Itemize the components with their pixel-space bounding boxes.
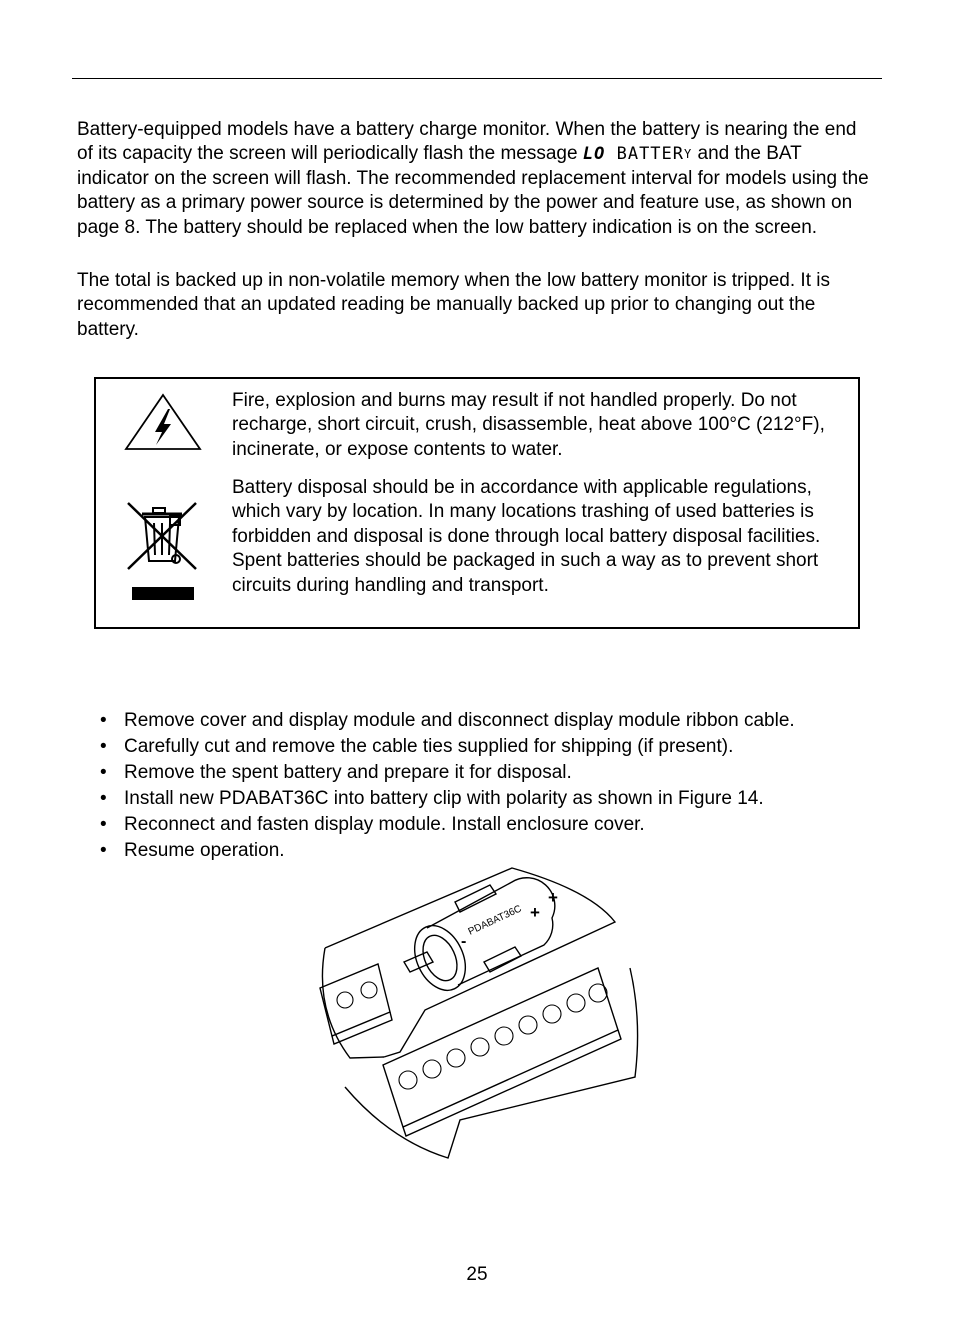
lcd-batter: BATTER — [616, 144, 685, 165]
battery-body — [427, 878, 555, 985]
step-text: Remove cover and display module and disconnect display module ribbon cable. — [124, 710, 795, 731]
terminal-screw — [337, 992, 353, 1008]
paragraph-text-end: and the BAT indicator on the screen will flash. The recommended replacement interval for models using the battery as a primary power source is determined by the power and feature use, as shown on page 8. The battery should be replaced when the low battery indication is on the screen. — [77, 143, 869, 238]
hazard-text: Fire, explosion and burns may result if not handled properly. Do not recharge, short circuit, crush, disassemble, heat above 100°C (212°F), incinerate, or expose contents to water. — [232, 390, 825, 460]
terminal-screws — [337, 982, 607, 1089]
list-item — [100, 708, 795, 734]
terminal-block-large — [383, 968, 618, 1127]
weee-crossed-bin-icon — [124, 499, 204, 605]
terminal-screw — [567, 994, 585, 1012]
board-plus-sign: + — [548, 888, 558, 907]
bullet-glyph: • — [100, 840, 107, 861]
header-rule — [72, 78, 882, 79]
board-outline-top — [325, 868, 615, 1057]
terminal-screw — [519, 1016, 537, 1034]
high-voltage-warning-icon — [124, 393, 202, 451]
bullet-glyph: • — [100, 814, 107, 835]
bullet-glyph: • — [100, 736, 107, 757]
bullet-glyph: • — [100, 762, 107, 783]
battery-end-cap — [405, 917, 475, 998]
board-outline-left — [322, 948, 384, 1058]
terminal-screw — [399, 1071, 417, 1089]
battery-minus-sign: - — [461, 933, 467, 950]
terminal-block-large-side — [403, 1030, 621, 1136]
list-item — [100, 786, 795, 812]
backup-paragraph: The total is backed up in non-volatile memory when the low battery monitor is tripped. It is recommended that an updated reading be manually backed up prior to changing out the battery. — [77, 270, 830, 340]
lcd-message — [583, 144, 692, 164]
terminal-screw — [495, 1027, 513, 1045]
step-text: Install new PDABAT36C into battery clip with polarity as shown in Figure 14. — [124, 788, 764, 809]
list-item — [100, 838, 795, 864]
terminal-screw — [589, 984, 607, 1002]
terminal-screw — [423, 1060, 441, 1078]
battery-monitor-paragraph — [77, 118, 877, 240]
terminal-block-small-side — [332, 1012, 392, 1044]
terminal-screw — [447, 1049, 465, 1067]
warning-box — [94, 377, 860, 629]
step-text: Carefully cut and remove the cable ties supplied for shipping (if present). — [124, 736, 734, 757]
terminal-screw — [543, 1005, 561, 1023]
battery-label: PDABAT36C — [466, 903, 524, 938]
battery-installation-figure — [300, 862, 650, 1162]
lcd-y: Y — [684, 147, 693, 162]
paragraph-text-start: Battery-equipped models have a battery charge monitor. When the battery is nearing the end of its capacity the screen will periodically flash the message — [77, 119, 857, 165]
list-item — [100, 734, 795, 760]
battery-end-inner — [416, 930, 463, 986]
disposal-text: Battery disposal should be in accordance with applicable regulations, which vary by location. In many locations trashing of used batteries is forbidden and disposal is done through local battery disposal facilities. Spent batteries should be packaged in such a way as to prevent short circuits during handling and transport. — [232, 477, 821, 596]
lcd-lo: LO — [582, 144, 606, 165]
terminal-screw — [361, 982, 377, 998]
battery-plus-sign: + — [530, 903, 540, 922]
list-item — [100, 812, 795, 838]
list-item — [100, 760, 795, 786]
bullet-glyph: • — [100, 788, 107, 809]
terminal-screw — [471, 1038, 489, 1056]
step-text: Resume operation. — [124, 840, 285, 861]
step-text: Remove the spent battery and prepare it for disposal. — [124, 762, 572, 783]
page-number: 25 — [466, 1264, 488, 1285]
step-text: Reconnect and fasten display module. Install enclosure cover. — [124, 814, 645, 835]
replacement-steps-list — [100, 708, 795, 864]
bullet-glyph: • — [100, 710, 107, 731]
